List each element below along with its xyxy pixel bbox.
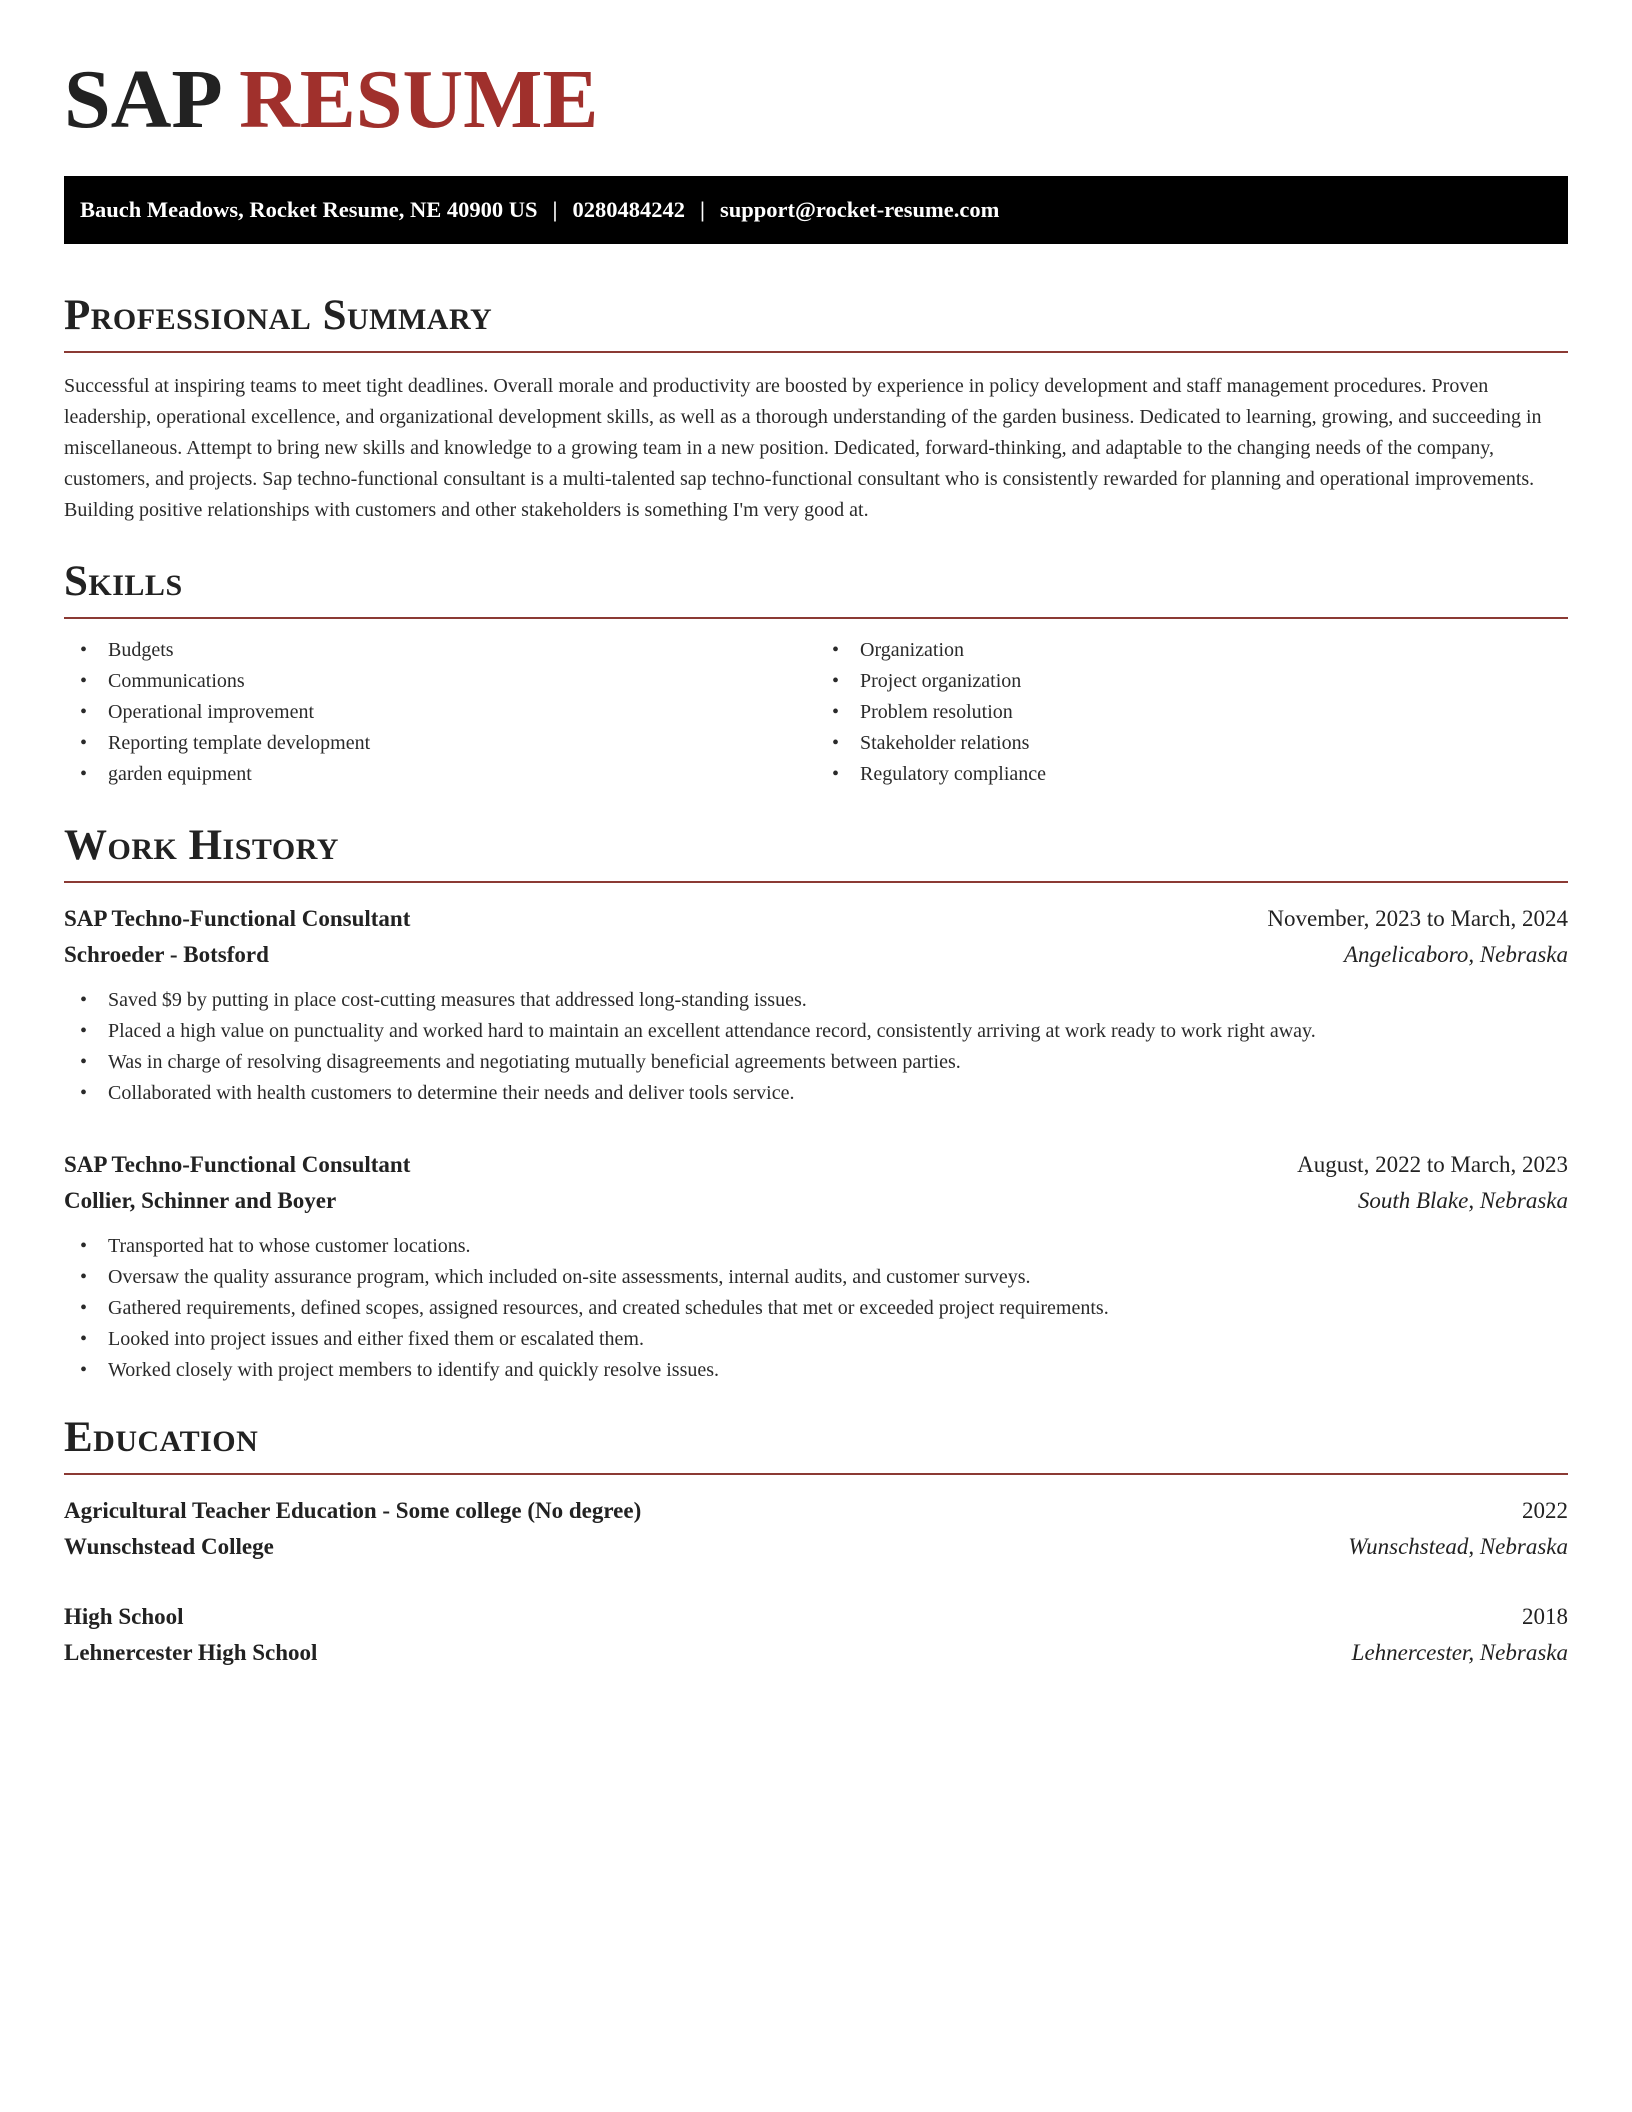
job-header-row xyxy=(64,1147,1568,1183)
job-entry xyxy=(64,901,1568,1109)
skill-item: • Regulatory compliance xyxy=(860,759,1568,790)
skill-item: • Budgets xyxy=(108,635,816,666)
job-entry xyxy=(64,1147,1568,1386)
resume-name xyxy=(64,53,1568,146)
contact-separator: | xyxy=(699,197,705,222)
job-title: SAP Techno-Functional Consultant xyxy=(64,1152,411,1177)
job-bullet: • Gathered requirements, defined scopes, assigned resources, and created schedules that met or exceeded project requirements. xyxy=(108,1293,1568,1324)
job-bullet: • Transported hat to whose customer locations. xyxy=(108,1231,1568,1262)
education-degree: Agricultural Teacher Education - Some college (No degree) xyxy=(64,1498,642,1523)
education-location: Lehnercester, Nebraska xyxy=(1351,1640,1568,1665)
education-degree: High School xyxy=(64,1604,184,1629)
job-company-row xyxy=(64,1183,1568,1219)
job-company: Schroeder - Botsford xyxy=(64,942,269,967)
education-year: 2018 xyxy=(1522,1604,1568,1629)
education-school: Wunschstead College xyxy=(64,1534,274,1559)
education-entry xyxy=(64,1599,1568,1671)
skill-item: • Communications xyxy=(108,666,816,697)
skill-item: • Problem resolution xyxy=(860,697,1568,728)
job-title: SAP Techno-Functional Consultant xyxy=(64,906,411,931)
summary-text: Successful at inspiring teams to meet tight deadlines. Overall morale and productivity are boosted by experience in policy development and staff management procedures. Proven leadership, operational excellence, and organizational development skills, as well as a thorough understanding of the garden business. Dedicated to learning, growing, and succeeding in miscellaneous. Attempt to bring new skills and knowledge to a growing team in a new position. Dedicated, forward-thinking, and adaptable to the changing needs of the company, customers, and projects. Sap techno-functional consultant is a multi-talented sap techno-functional consultant who is consistently rewarded for planning and operational improvements. Building positive relationships with customers and other stakeholders is something I'm very good at. xyxy=(64,375,1542,521)
skills-section xyxy=(64,560,1568,790)
job-bullet: • Saved $9 by putting in place cost-cutting measures that addressed long-standing issues. xyxy=(108,985,1568,1016)
job-bullet: • Oversaw the quality assurance program, which included on-site assessments, internal audits, and customer surveys. xyxy=(108,1262,1568,1293)
skill-item: • Operational improvement xyxy=(108,697,816,728)
education-school-row xyxy=(64,1529,1568,1565)
section-title: Work History xyxy=(64,824,1568,883)
education-section xyxy=(64,1416,1568,1671)
job-company-row xyxy=(64,937,1568,973)
education-location: Wunschstead, Nebraska xyxy=(1348,1534,1568,1559)
education-year: 2022 xyxy=(1522,1498,1568,1523)
job-bullet: • Looked into project issues and either fixed them or escalated them. xyxy=(108,1324,1568,1355)
skills-column-right xyxy=(816,635,1568,790)
skill-item: • Stakeholder relations xyxy=(860,728,1568,759)
job-dates: November, 2023 to March, 2024 xyxy=(1267,906,1568,931)
section-title: Skills xyxy=(64,560,1568,619)
job-location: South Blake, Nebraska xyxy=(1357,1188,1568,1213)
job-bullets xyxy=(64,1231,1568,1386)
skills-column-left xyxy=(64,635,816,790)
contact-bar xyxy=(64,176,1568,244)
job-location: Angelicaboro, Nebraska xyxy=(1343,942,1568,967)
skills-list xyxy=(64,635,1568,790)
contact-separator: | xyxy=(552,197,558,222)
job-company: Collier, Schinner and Boyer xyxy=(64,1188,337,1213)
job-header-row xyxy=(64,901,1568,937)
section-title: Professional Summary xyxy=(64,294,1568,353)
skill-item: • Project organization xyxy=(860,666,1568,697)
work-history-section xyxy=(64,824,1568,1386)
skill-item: • garden equipment xyxy=(108,759,816,790)
skill-item: • Organization xyxy=(860,635,1568,666)
education-degree-row xyxy=(64,1493,1568,1529)
contact-email: support@rocket-resume.com xyxy=(719,197,1000,222)
job-dates: August, 2022 to March, 2023 xyxy=(1297,1152,1568,1177)
job-bullet: • Worked closely with project members to identify and quickly resolve issues. xyxy=(108,1355,1568,1386)
contact-address: Bauch Meadows, Rocket Resume, NE 40900 US xyxy=(80,197,538,222)
name-last: RESUME xyxy=(239,53,599,146)
job-bullets xyxy=(64,985,1568,1109)
summary-section xyxy=(64,294,1568,526)
contact-phone: 0280484242 xyxy=(572,197,685,222)
job-bullet: • Placed a high value on punctuality and worked hard to maintain an excellent attendance record, consistently arriving at work ready to work right away. xyxy=(108,1016,1568,1047)
skill-item: • Reporting template development xyxy=(108,728,816,759)
education-school: Lehnercester High School xyxy=(64,1640,318,1665)
job-bullet: • Collaborated with health customers to determine their needs and deliver tools service. xyxy=(108,1078,1568,1109)
job-bullet: • Was in charge of resolving disagreements and negotiating mutually beneficial agreements between parties. xyxy=(108,1047,1568,1078)
education-school-row xyxy=(64,1635,1568,1671)
education-degree-row xyxy=(64,1599,1568,1635)
section-title: Education xyxy=(64,1416,1568,1475)
education-entry xyxy=(64,1493,1568,1565)
name-first: SAP xyxy=(64,53,219,146)
